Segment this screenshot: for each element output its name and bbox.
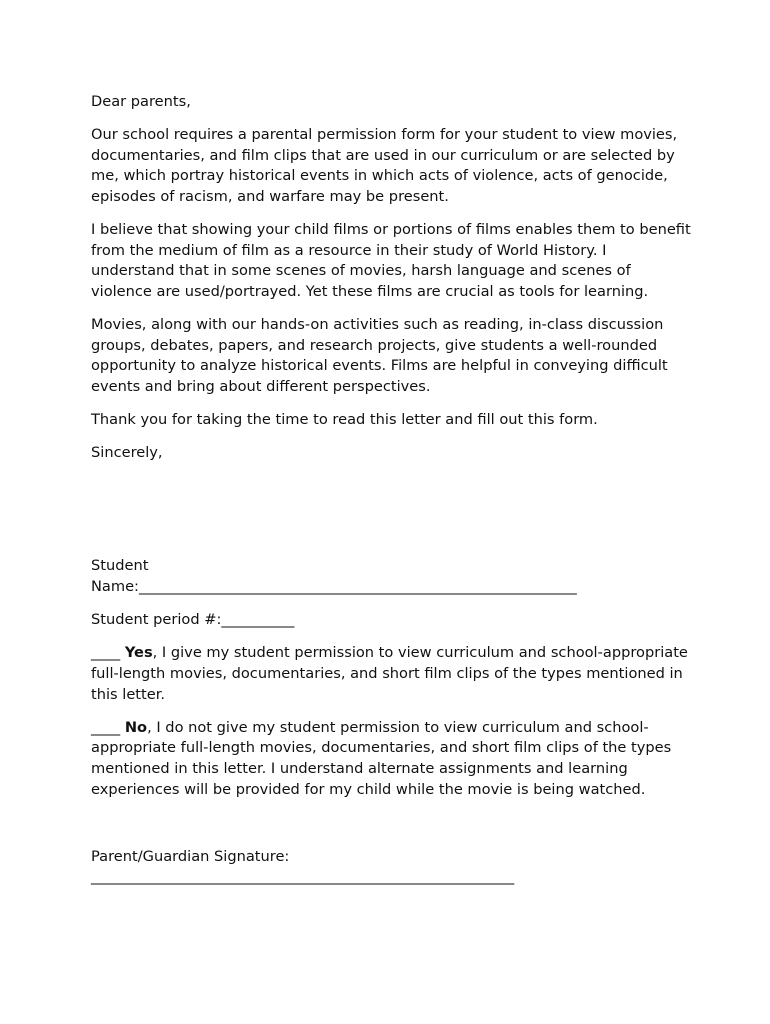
no-option[interactable] (91, 718, 691, 800)
yes-label: Yes (124, 644, 153, 662)
student-name-label-line1: Student (91, 557, 149, 575)
parent-signature-field[interactable] (91, 847, 691, 888)
signature-blank[interactable]: __________________________________________________________ (91, 868, 515, 886)
paragraph-activities: Movies, along with our hands-on activities such as reading, in-class discussion groups, debates, papers, and research projects, give students a well-rounded opportunity to analyze historical events. Films are helpful in conveying difficult events and bring about different perspectives. (91, 316, 668, 395)
paragraph-belief: I believe that showing your child films or portions of films enables them to benefit from the medium of film as a resource in their study of World History. I understand that in some scenes of movies, harsh language and scenes of violence are used/portrayed. Yet these films are crucial as tools for learning. (91, 221, 691, 300)
student-period-blank[interactable]: __________ (221, 611, 295, 629)
no-text: , I do not give my student permission to view curriculum and school-appropriate full-length movies, documentaries, and short film clips of the types mentioned in this letter. I understand alternate assignments and learning experiences will be provided for my child while the movie is being watched. (91, 718, 672, 798)
spacer (91, 813, 691, 847)
student-period-field[interactable] (91, 610, 691, 631)
closing: Sincerely, (91, 444, 163, 462)
student-name-blank[interactable]: ____________________________________________________________ (138, 578, 577, 596)
student-period-label: Student period #: (91, 611, 222, 629)
student-name-field[interactable] (91, 556, 691, 597)
permission-letter (91, 92, 691, 901)
greeting: Dear parents, (91, 93, 191, 110)
yes-check-blank[interactable]: ____ (91, 644, 121, 662)
student-name-label-line2: Name: (91, 578, 139, 596)
no-check-blank[interactable]: ____ (91, 718, 121, 736)
signature-label: Parent/Guardian Signature: (91, 847, 290, 865)
yes-text: , I give my student permission to view curriculum and school-appropriate full-length movies, documentaries, and short film clips of the types mentioned in this letter. (91, 644, 688, 703)
paragraph-intro: Our school requires a parental permission form for your student to view movies, documentaries, and film clips that are used in our curriculum or are selected by me, which portray historical events in which acts of violence, acts of genocide, episodes of racism, and warfare may be present. (91, 126, 678, 205)
yes-option[interactable] (91, 643, 691, 705)
no-label: No (124, 718, 148, 736)
paragraph-thanks: Thank you for taking the time to read this letter and fill out this form. (91, 411, 598, 429)
teacher-signature-space (91, 476, 691, 556)
